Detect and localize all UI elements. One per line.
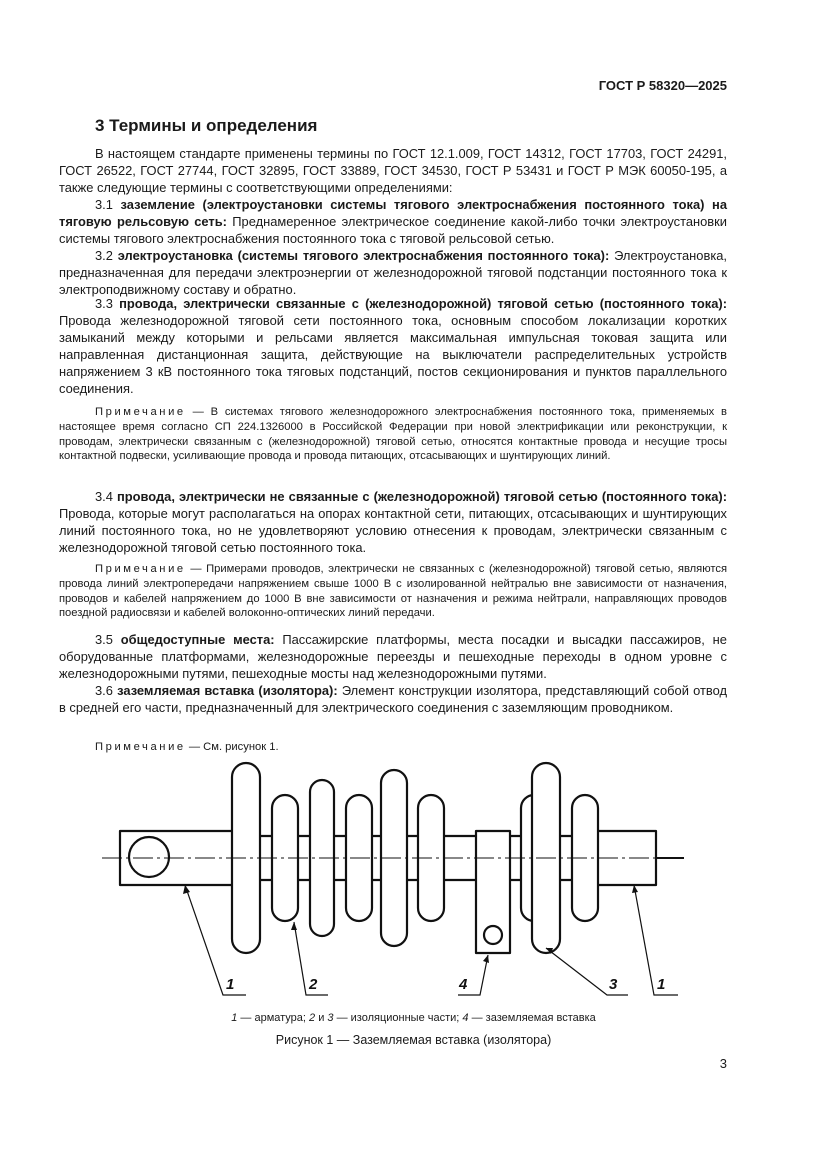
callout-4: 4 (459, 976, 468, 993)
figure-caption: Рисунок 1 — Заземляемая вставка (изолятора) (275, 1033, 552, 1047)
term-3-6: 3.6 заземляемая вставка (изолятора): Элемент конструкции изолятора, представляющий собой отвод в средней его части, предназначенный для электрического соединения с заземляющим проводником. (59, 683, 727, 715)
section-title: 3 Термины и определения (95, 116, 318, 135)
note-label: Примечание (95, 406, 186, 418)
intro-paragraph: В настоящем стандарте применены термины по ГОСТ 12.1.009, ГОСТ 14312, ГОСТ 17703, ГОСТ 24291, ГОСТ 26522, ГОСТ 27744, ГОСТ 32895, ГОСТ 33889, ГОСТ 34530, ГОСТ Р 53431 и ГОСТ Р МЭК 60050-195, а также следующие термины с соответствующими определениями: (59, 146, 727, 195)
note-1: Примечание — В системах тягового железнодорожного электроснабжения постоянного тока, применяемых в настоящее время согласно СП 224.1326000 в Российской Федерации при новой электрификации или реконструкции, к проводам, электрически связанным с (железнодорожной) тяговой сетью, относятся контактные провода и несущие тросы контактной подвески, усиливающие провода и провода питающих, отсасывающих и шунтирующих линий. (59, 406, 728, 463)
page-number: 3 (719, 1056, 727, 1071)
note-2: Примечание — Примерами проводов, электрически не связанных с (железнодорожной) тяговой сетью, являются провода линий электропередачи напряжением свыше 1000 В с изолированной нейтралью вне зависимости от назначения, проводов и кабелей напряжением до 1000 В вне зависимости от назначения и режима нейтрали, направляющих проводов поездной радиосвязи и кабелей волоконно-оптических линий передачи. (59, 563, 728, 620)
leader-1-right (634, 885, 678, 995)
document-id: ГОСТ Р 58320—2025 (598, 78, 727, 93)
note-3: Примечание — См. рисунок 1. (95, 741, 279, 753)
callout-1-right: 1 (657, 976, 666, 993)
callout-3: 3 (609, 976, 618, 993)
term-3-5: 3.5 общедоступные места: Пассажирские платформы, места посадки и высадки пассажиров, не оборудованные платформами, железнодорожные переезды и пешеходные переходы в одном уровне с железнодорожными путями, пешеходные мосты над железнодорожными путями. (59, 632, 727, 681)
grounding-hole (484, 926, 502, 944)
note-label: Примечание (95, 563, 186, 575)
callout-2: 2 (309, 976, 318, 993)
term-3-3: 3.3 провода, электрически связанные с (железнодорожной) тяговой сетью (постоянного тока): Провода железнодорожной тяговой сети постоянного тока, основным способом локализации коротких замыканий между которыми и рельсами является максимальная импульсная токовая защита или направленная дистанционная защита, действующие на выключатели распределительных устройств напряжением 3 кВ постоянного тока тяговых подстанций, постов секционирования и пунктов параллельного соединения. (59, 296, 727, 396)
term-3-1: 3.1 заземление (электроустановки системы тягового электроснабжения постоянного тока) на тяговую рельсовую сеть: Преднамеренное электрическое соединение какой-либо точки электроустановки системы тягового электроснабжения постоянного тока с тяговой рельсовой сетью. (59, 197, 727, 246)
term-3-4: 3.4 провода, электрически не связанные с (железнодорожной) тяговой сетью (постоянного тока): Провода, которые могут располагаться на опорах контактной сети, питающих, отсасывающих и шунтирующих линий постоянного тока, но не удовлетворяют условию отнесения к проводам, электрически связанным с железнодорожной тяговой сетью постоянного тока. (59, 489, 727, 555)
term-3-2: 3.2 электроустановка (системы тягового электроснабжения постоянного тока): Электроустановка, предназначенная для передачи электроэнергии от железнодорожной тяговой подстанции постоянного тока к электроподвижному составу и обратно. (59, 248, 727, 297)
callout-1-left: 1 (226, 976, 235, 993)
term-3-2-name: электроустановка (системы тягового электроснабжения постоянного тока): (117, 248, 610, 263)
fitting-left-hole (129, 837, 169, 877)
term-3-3-name: провода, электрически связанные с (железнодорожной) тяговой сетью (постоянного тока): (119, 296, 727, 311)
term-3-5-name: общедоступные места: (120, 632, 275, 647)
term-3-1-name: заземление (электроустановки системы тягового электроснабжения постоянного тока) на тяговую рельсовую сеть: (59, 197, 727, 229)
insulator-drawing (90, 755, 700, 1005)
term-3-6-name: заземляемая вставка (изолятора): (117, 683, 338, 698)
figure-legend: 1 — арматура; 2 и 3 — изоляционные части; 4 — заземляемая вставка (231, 1012, 596, 1024)
term-3-4-name: провода, электрически не связанные с (железнодорожной) тяговой сетью (постоянного тока): (117, 489, 727, 504)
note-label: Примечание (95, 741, 186, 753)
